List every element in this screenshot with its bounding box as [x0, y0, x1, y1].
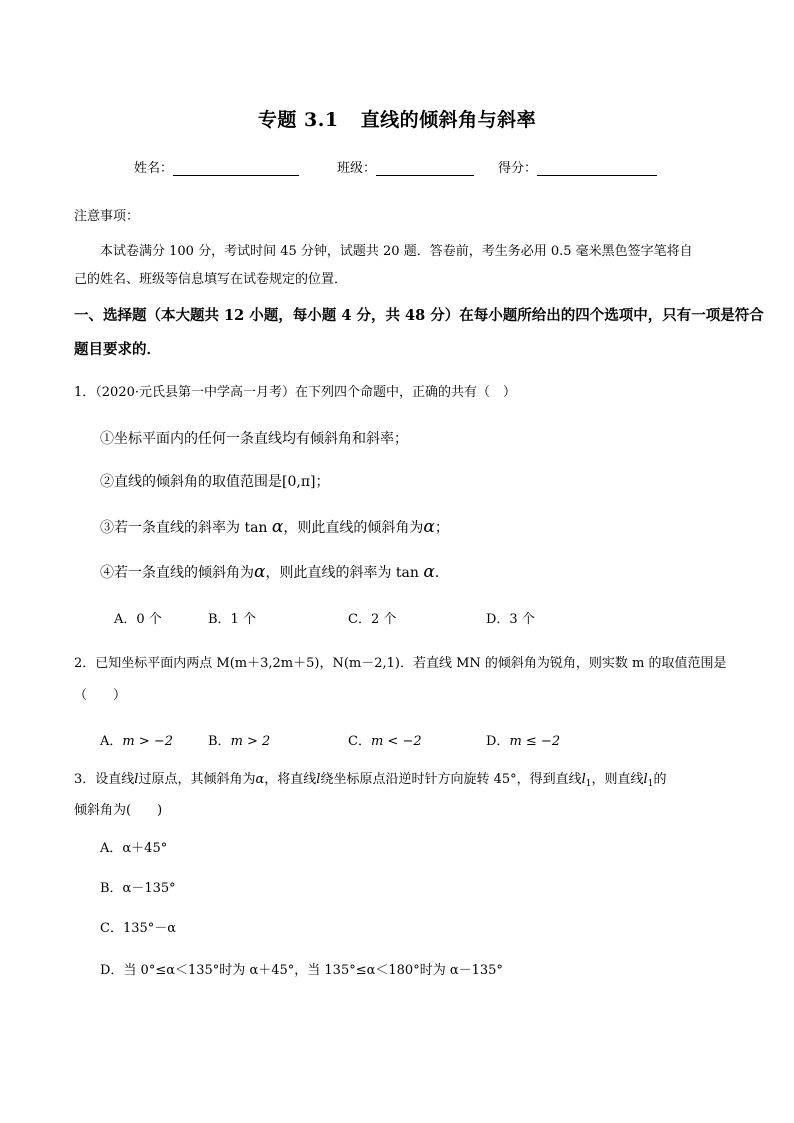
q2-option-c-value: m < −2: [370, 734, 422, 749]
q3-option-c[interactable]: C．135°－α: [100, 921, 177, 936]
score-blank[interactable]: [537, 161, 657, 176]
section-heading-line-2: 题目要求的．: [74, 341, 161, 358]
class-label: 班级：: [337, 161, 377, 176]
q3-l1-b: l: [643, 772, 648, 787]
title-number: 专题 3.1: [257, 109, 339, 131]
q1-option-b[interactable]: B．1 个: [208, 612, 256, 627]
q2-option-b-label: B．: [208, 734, 231, 749]
q1-option-c[interactable]: C．2 个: [348, 612, 397, 627]
q2-option-d[interactable]: [486, 730, 560, 749]
class-field[interactable]: [337, 157, 474, 176]
notice-line-2: 己的姓名、班级等信息填写在试卷规定的位置．: [74, 272, 348, 287]
q1-option-d[interactable]: D．3 个: [486, 612, 535, 627]
q3-option-a[interactable]: A．α＋45°: [100, 841, 168, 856]
q2-paren: （ ）: [74, 688, 127, 703]
name-label: 姓名：: [134, 161, 174, 176]
q2-option-a-value: m > −2: [122, 734, 174, 749]
q2-option-b[interactable]: [208, 730, 270, 749]
q1-s3-mid: ，则此直线的倾斜角为: [283, 520, 424, 536]
q2-option-a[interactable]: [100, 730, 173, 749]
q1-s4-end: ．: [434, 565, 449, 581]
q1-statement-3: [100, 517, 449, 537]
q1-s2-end: ；: [315, 474, 330, 490]
q3-stem: [74, 768, 666, 789]
q3-alpha: α: [255, 772, 265, 787]
q1-statement-4: [100, 562, 449, 582]
q2-option-c[interactable]: [348, 730, 422, 749]
notice-heading: 注意事项：: [74, 209, 140, 224]
q3-p4: 绕坐标原点沿逆时针方向旋转 45°，得到直线: [320, 772, 582, 787]
page-title: [0, 105, 794, 132]
score-label: 得分：: [498, 161, 538, 176]
q3-option-d[interactable]: D．当 0°≤α＜135°时为 α＋45°，当 135°≤α＜180°时为 α－135°: [100, 963, 503, 978]
q3-p3: ，将直线: [264, 772, 317, 787]
title-text: 直线的倾斜角与斜率: [360, 109, 537, 131]
q2-stem: 2．已知坐标平面内两点 M(m＋3,2m＋5)，N(m－2,1)．若直线 MN 的倾斜角为锐角，则实数 m 的取值范围是: [74, 656, 727, 671]
q3-l1-a: l: [581, 772, 586, 787]
q1-s3-end: ；: [434, 520, 449, 536]
score-field[interactable]: [498, 157, 657, 176]
q1-s3-text: ③若一条直线的斜率为 tan: [100, 520, 268, 536]
q1-statement-2: [100, 471, 329, 491]
q1-s2-math: [0,π]: [282, 474, 316, 490]
q2-option-c-label: C．: [348, 734, 371, 749]
q1-s2-text: ②直线的倾斜角的取值范围是: [100, 474, 282, 490]
q3-l1-a-sub: 1: [585, 779, 592, 789]
q3-stem-line-2: 倾斜角为( ): [74, 803, 163, 818]
q1-statement-1: ①坐标平面内的任何一条直线均有倾斜角和斜率；: [100, 431, 408, 447]
q1-s3-alpha-a: α: [271, 517, 284, 537]
q1-s3-alpha-b: α: [423, 517, 435, 537]
section-heading-line-1: 一、选择题（本大题共 12 小题，每小题 4 分，共 48 分）在每小题所给出的四个选项中，只有一项是符合: [74, 307, 764, 324]
q1-s4-alpha-a: α: [254, 562, 266, 582]
q3-p2: 过原点，其倾斜角为: [138, 772, 256, 787]
q3-p6: 的: [653, 772, 667, 787]
q1-s4-alpha-b: α: [423, 562, 435, 582]
q3-option-b[interactable]: B．α－135°: [100, 881, 176, 896]
name-blank[interactable]: [173, 161, 299, 176]
name-field[interactable]: [134, 157, 299, 176]
q2-option-d-value: m ≤ −2: [509, 734, 561, 749]
q2-option-d-label: D．: [486, 734, 510, 749]
q3-p1: 3．设直线: [74, 772, 135, 787]
q1-option-a[interactable]: A．0 个: [114, 612, 162, 627]
q2-option-a-label: A．: [100, 734, 123, 749]
q1-stem: 1．（2020·元氏县第一中学高一月考）在下列四个命题中，正确的共有（ ）: [74, 385, 516, 400]
q2-option-b-value: m > 2: [230, 734, 271, 749]
q3-l1-b-sub: 1: [647, 779, 654, 789]
notice-line-1: 本试卷满分 100 分，考试时间 45 分钟，试题共 20 题．答卷前，考生务必用 0.5 毫米黑色签字笔将自: [100, 244, 693, 259]
q1-s4-text: ④若一条直线的倾斜角为: [100, 565, 254, 581]
q3-p5: ，则直线: [591, 772, 644, 787]
q1-s4-mid: ，则此直线的斜率为 tan: [265, 565, 419, 581]
class-blank[interactable]: [376, 161, 474, 176]
q3-l-b: l: [316, 772, 321, 787]
q3-l-a: l: [134, 772, 139, 787]
